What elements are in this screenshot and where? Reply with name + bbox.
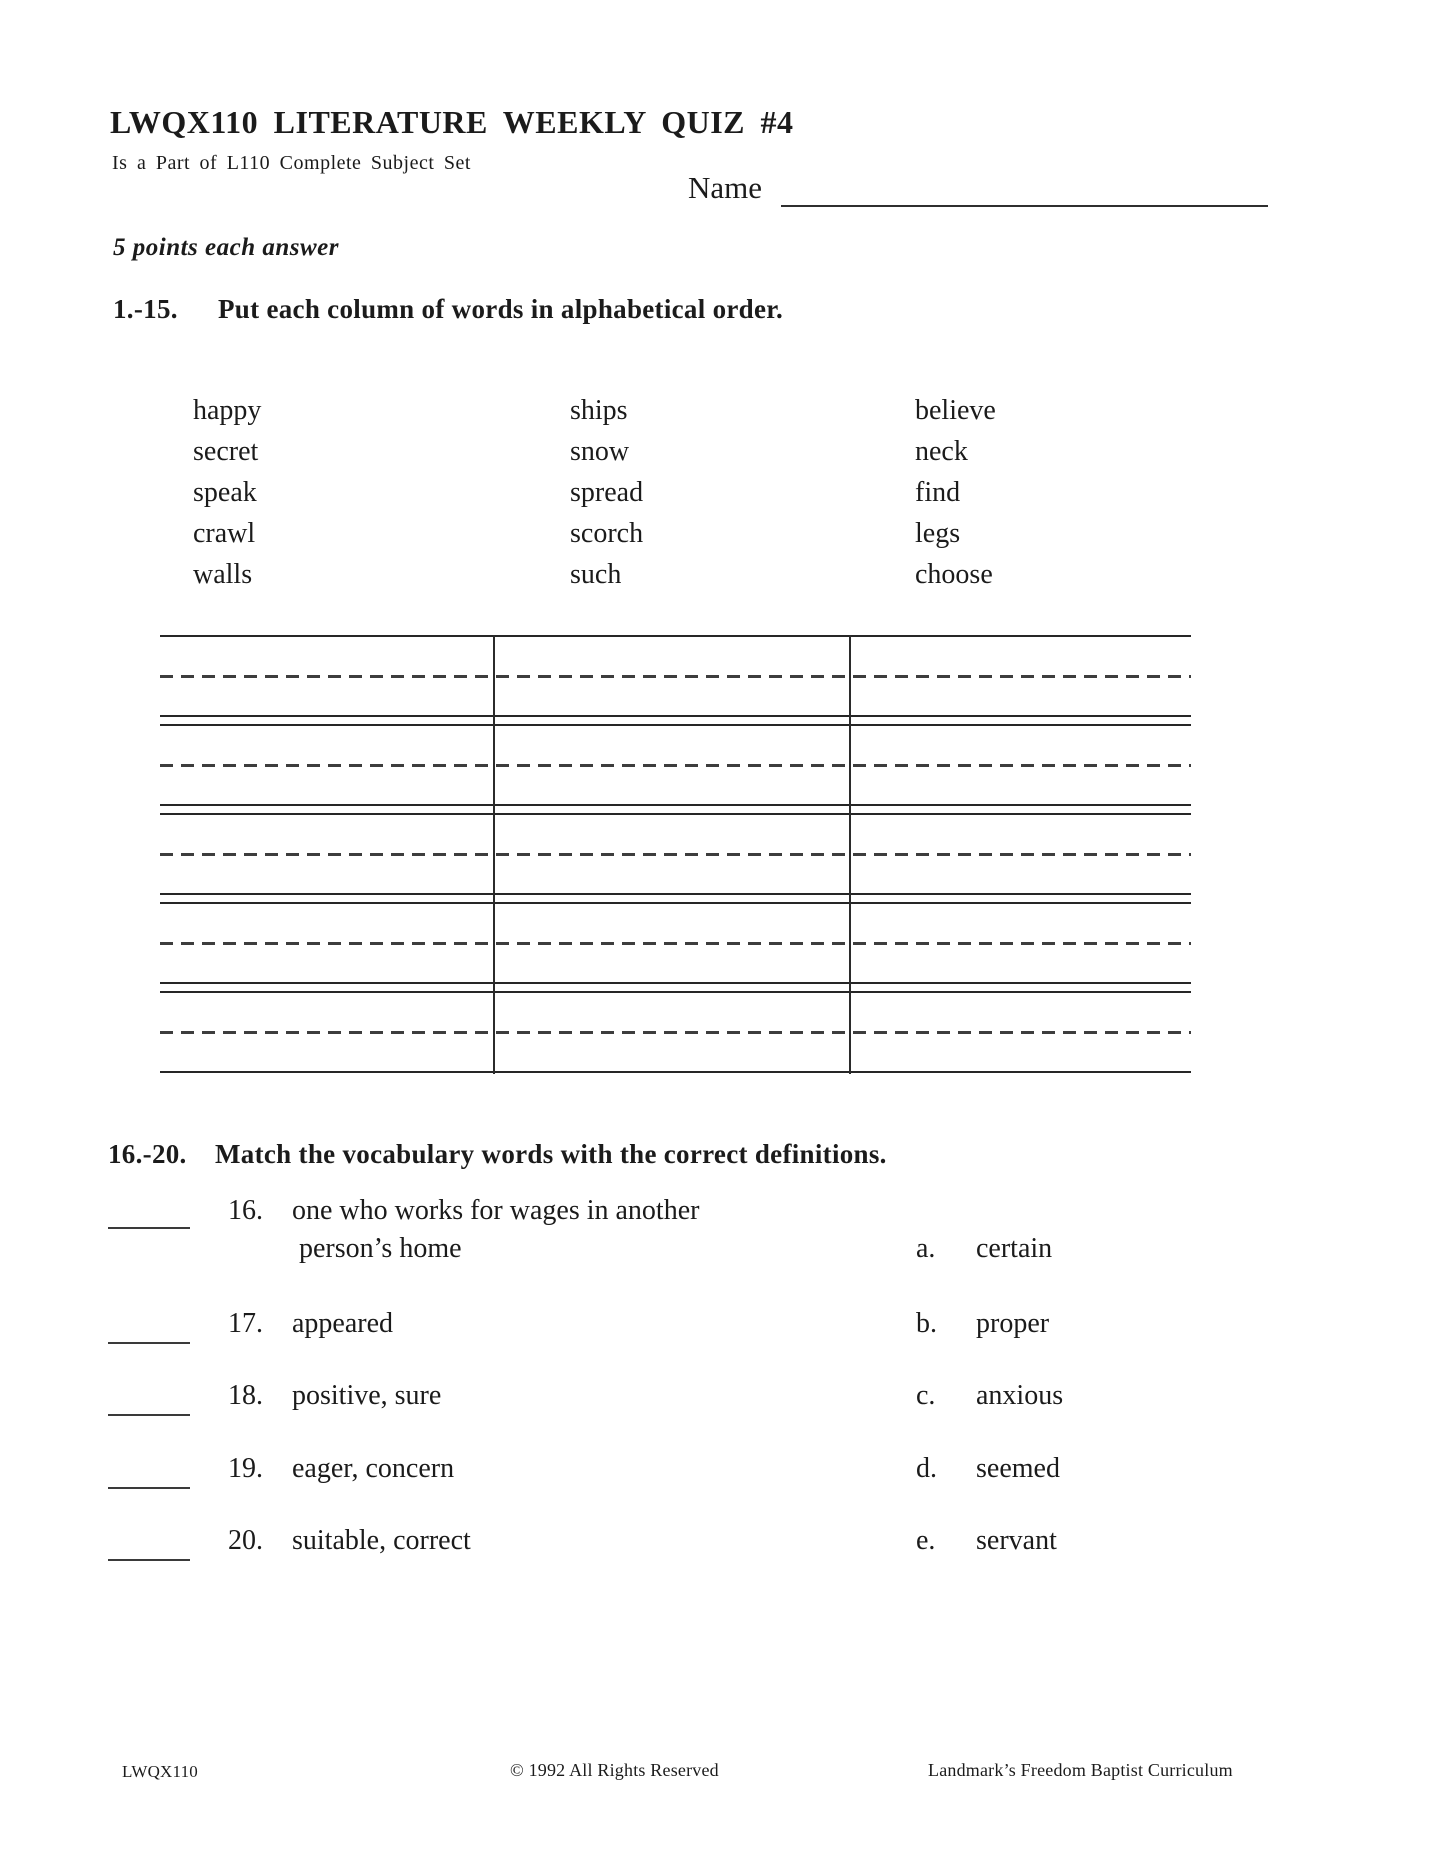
- word: crawl: [193, 518, 256, 549]
- word: believe: [915, 395, 996, 426]
- answer-row: [160, 635, 1191, 717]
- item-20-text: suitable, correct: [292, 1525, 471, 1556]
- section2-number: 16.-20.: [108, 1139, 187, 1169]
- section1-number: 1.-15.: [113, 294, 178, 324]
- answer-cell[interactable]: [849, 904, 1191, 982]
- word: neck: [915, 436, 968, 467]
- choice-b-letter: b.: [916, 1308, 937, 1339]
- name-fill-line[interactable]: [781, 205, 1268, 207]
- choice-d-letter: d.: [916, 1453, 937, 1484]
- choice-c-word: anxious: [976, 1380, 1064, 1411]
- item-16-number: 16.: [228, 1195, 263, 1226]
- word: scorch: [570, 518, 644, 549]
- answer-cell[interactable]: [160, 726, 493, 804]
- word: happy: [193, 395, 262, 426]
- section1-header: [113, 294, 783, 325]
- choice-e-letter: e.: [916, 1525, 936, 1556]
- item-17-number: 17.: [228, 1308, 263, 1339]
- item-18-number: 18.: [228, 1380, 263, 1411]
- answer-cell[interactable]: [160, 993, 493, 1071]
- answer-cell[interactable]: [493, 815, 849, 893]
- word: spread: [570, 477, 644, 508]
- answer-cell[interactable]: [160, 815, 493, 893]
- footer-copyright: © 1992 All Rights Reserved: [510, 1760, 719, 1780]
- answer-cell[interactable]: [849, 726, 1191, 804]
- item-18-text: positive, sure: [292, 1380, 442, 1411]
- choice-e-word: servant: [976, 1525, 1057, 1556]
- word: such: [570, 559, 622, 590]
- word: speak: [193, 477, 257, 508]
- choice-c-letter: c.: [916, 1380, 936, 1411]
- answer-cell[interactable]: [493, 904, 849, 982]
- answer-cell[interactable]: [493, 637, 849, 715]
- word: choose: [915, 559, 993, 590]
- answer-cell[interactable]: [849, 815, 1191, 893]
- choice-b-word: proper: [976, 1308, 1050, 1339]
- table-column-divider: [849, 635, 851, 1074]
- item-16-text-line2: person’s home: [299, 1233, 462, 1264]
- answer-cell[interactable]: [493, 993, 849, 1071]
- footer-code: LWQX110: [122, 1762, 198, 1781]
- section2-header: [108, 1139, 887, 1170]
- answer-row: [160, 991, 1191, 1073]
- item-19-text: eager, concern: [292, 1453, 455, 1484]
- answer-cell[interactable]: [849, 993, 1191, 1071]
- choice-d-word: seemed: [976, 1453, 1060, 1484]
- answer-cell[interactable]: [160, 904, 493, 982]
- name-label: Name: [688, 170, 763, 205]
- points-note: 5 points each answer: [113, 234, 340, 261]
- section2-instruction: Match the vocabulary words with the correct definitions.: [215, 1139, 887, 1169]
- answer-row: [160, 724, 1191, 806]
- match-blank-16[interactable]: [108, 1227, 190, 1229]
- subtitle: Is a Part of L110 Complete Subject Set: [112, 152, 471, 174]
- match-blank-20[interactable]: [108, 1559, 190, 1561]
- table-column-divider: [493, 635, 495, 1074]
- word: legs: [915, 518, 961, 549]
- answer-cell[interactable]: [493, 726, 849, 804]
- word-column-2: [570, 390, 643, 595]
- answer-cell[interactable]: [160, 637, 493, 715]
- section1-instruction: Put each column of words in alphabetical order.: [218, 294, 784, 324]
- match-blank-17[interactable]: [108, 1342, 190, 1344]
- word: walls: [193, 559, 253, 590]
- word-column-3: [915, 390, 996, 595]
- footer-publisher: Landmark’s Freedom Baptist Curriculum: [928, 1760, 1233, 1780]
- item-17-text: appeared: [292, 1308, 394, 1339]
- choice-a-word: certain: [976, 1233, 1053, 1264]
- word: secret: [193, 436, 259, 467]
- choice-a-letter: a.: [916, 1233, 936, 1264]
- item-20-number: 20.: [228, 1525, 263, 1556]
- item-19-number: 19.: [228, 1453, 263, 1484]
- match-blank-19[interactable]: [108, 1487, 190, 1489]
- answer-row: [160, 902, 1191, 984]
- item-16-text-line1: one who works for wages in another: [292, 1195, 700, 1226]
- word: find: [915, 477, 961, 508]
- word: snow: [570, 436, 630, 467]
- answer-row: [160, 813, 1191, 895]
- answer-cell[interactable]: [849, 637, 1191, 715]
- word-column-1: [193, 390, 261, 595]
- match-blank-18[interactable]: [108, 1414, 190, 1416]
- word: ships: [570, 395, 628, 426]
- answer-table: [160, 635, 1191, 1074]
- page-title: LWQX110 LITERATURE WEEKLY QUIZ #4: [110, 104, 794, 140]
